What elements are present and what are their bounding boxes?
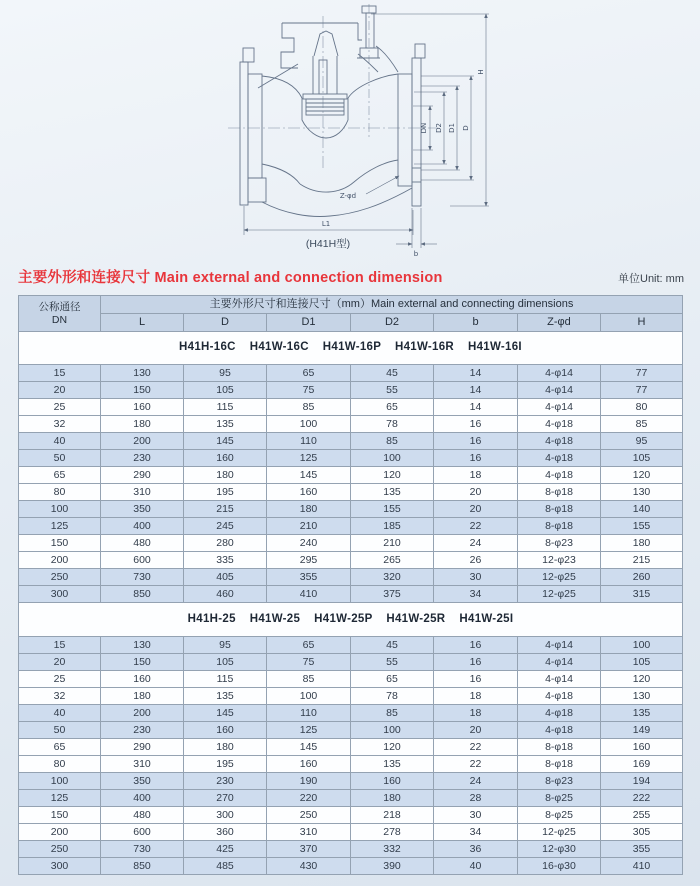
cell-dn: 200 xyxy=(19,824,101,841)
cell-d2: 100 xyxy=(351,722,434,739)
cell-zd: 8-φ18 xyxy=(518,484,601,501)
cell-l: 350 xyxy=(101,773,184,790)
cell-d: 95 xyxy=(184,365,267,382)
table-row xyxy=(19,484,683,501)
span-header: 主要外形尺寸和连接尺寸（mm）Main external and connecting dimensions xyxy=(101,296,683,314)
table-header-row-1 xyxy=(19,296,683,314)
cell-h: 130 xyxy=(601,484,683,501)
table-row xyxy=(19,773,683,790)
cell-b: 14 xyxy=(434,365,518,382)
page-title: 主要外形和连接尺寸 Main external and connection dimension xyxy=(18,270,443,286)
cell-zd: 16-φ30 xyxy=(518,858,601,875)
table-row xyxy=(19,790,683,807)
cell-d2: 180 xyxy=(351,790,434,807)
cell-d2: 55 xyxy=(351,654,434,671)
cell-d1: 75 xyxy=(267,382,351,399)
cell-zd: 4-φ14 xyxy=(518,637,601,654)
valve-body xyxy=(240,6,425,216)
cell-d: 405 xyxy=(184,569,267,586)
table-row xyxy=(19,637,683,654)
cell-d1: 100 xyxy=(267,416,351,433)
table-row xyxy=(19,382,683,399)
cell-b: 40 xyxy=(434,858,518,875)
valve-drawing xyxy=(0,0,700,260)
cell-dn: 32 xyxy=(19,416,101,433)
dim-label-h: H xyxy=(477,69,485,75)
cell-d: 245 xyxy=(184,518,267,535)
cell-d: 115 xyxy=(184,399,267,416)
cell-h: 315 xyxy=(601,586,683,603)
cell-l: 600 xyxy=(101,552,184,569)
cell-zd: 8-φ18 xyxy=(518,518,601,535)
cell-d2: 45 xyxy=(351,637,434,654)
cell-l: 850 xyxy=(101,858,184,875)
cell-zd: 4-φ14 xyxy=(518,671,601,688)
cell-h: 160 xyxy=(601,739,683,756)
cell-zd: 8-φ25 xyxy=(518,790,601,807)
table-row xyxy=(19,671,683,688)
unit-label: 单位Unit: mm xyxy=(618,273,684,285)
cell-d2: 120 xyxy=(351,739,434,756)
drawing-caption: (H41H型) xyxy=(305,238,351,250)
cell-d: 180 xyxy=(184,739,267,756)
cell-h: 77 xyxy=(601,365,683,382)
model-row-2 xyxy=(19,603,683,637)
cell-b: 16 xyxy=(434,671,518,688)
cell-d2: 390 xyxy=(351,858,434,875)
cell-d1: 190 xyxy=(267,773,351,790)
cell-l: 150 xyxy=(101,382,184,399)
cell-dn: 150 xyxy=(19,807,101,824)
cell-d2: 85 xyxy=(351,705,434,722)
cell-h: 410 xyxy=(601,858,683,875)
cell-h: 105 xyxy=(601,654,683,671)
table-row xyxy=(19,654,683,671)
cell-d: 145 xyxy=(184,433,267,450)
cell-dn: 50 xyxy=(19,722,101,739)
cell-zd: 8-φ23 xyxy=(518,535,601,552)
cell-d2: 218 xyxy=(351,807,434,824)
cell-l: 200 xyxy=(101,433,184,450)
table-row xyxy=(19,518,683,535)
cell-h: 260 xyxy=(601,569,683,586)
cell-dn: 80 xyxy=(19,484,101,501)
cell-h: 80 xyxy=(601,399,683,416)
cell-d1: 85 xyxy=(267,399,351,416)
cell-h: 222 xyxy=(601,790,683,807)
cell-dn: 20 xyxy=(19,382,101,399)
cell-b: 28 xyxy=(434,790,518,807)
cell-d2: 210 xyxy=(351,535,434,552)
cell-zd: 4-φ14 xyxy=(518,365,601,382)
cell-d1: 110 xyxy=(267,433,351,450)
cell-h: 194 xyxy=(601,773,683,790)
cell-b: 16 xyxy=(434,654,518,671)
cell-l: 290 xyxy=(101,467,184,484)
cell-d1: 220 xyxy=(267,790,351,807)
col-header-dn xyxy=(19,296,101,332)
dim-label-d2: D2 xyxy=(435,123,443,133)
cell-h: 255 xyxy=(601,807,683,824)
cell-d: 195 xyxy=(184,756,267,773)
cell-d1: 145 xyxy=(267,467,351,484)
cell-d1: 250 xyxy=(267,807,351,824)
cell-b: 20 xyxy=(434,722,518,739)
cell-b: 26 xyxy=(434,552,518,569)
cell-dn: 50 xyxy=(19,450,101,467)
cell-b: 36 xyxy=(434,841,518,858)
cell-zd: 4-φ14 xyxy=(518,654,601,671)
cell-h: 305 xyxy=(601,824,683,841)
cell-dn: 25 xyxy=(19,671,101,688)
cell-d1: 85 xyxy=(267,671,351,688)
cell-l: 160 xyxy=(101,671,184,688)
cell-dn: 300 xyxy=(19,586,101,603)
cell-d: 105 xyxy=(184,382,267,399)
cell-d1: 110 xyxy=(267,705,351,722)
cell-h: 180 xyxy=(601,535,683,552)
cell-d2: 332 xyxy=(351,841,434,858)
cell-zd: 8-φ23 xyxy=(518,773,601,790)
cell-dn: 150 xyxy=(19,535,101,552)
cell-d1: 75 xyxy=(267,654,351,671)
table-row xyxy=(19,705,683,722)
cell-d2: 85 xyxy=(351,433,434,450)
cell-zd: 4-φ14 xyxy=(518,399,601,416)
cell-zd: 12-φ25 xyxy=(518,569,601,586)
cell-b: 22 xyxy=(434,518,518,535)
cell-l: 350 xyxy=(101,501,184,518)
cell-l: 850 xyxy=(101,586,184,603)
cell-b: 16 xyxy=(434,433,518,450)
cell-l: 180 xyxy=(101,416,184,433)
cell-d2: 375 xyxy=(351,586,434,603)
cell-dn: 100 xyxy=(19,501,101,518)
cell-l: 400 xyxy=(101,790,184,807)
cell-h: 140 xyxy=(601,501,683,518)
cell-d2: 278 xyxy=(351,824,434,841)
cell-dn: 300 xyxy=(19,858,101,875)
col-header-d1: D1 xyxy=(267,314,351,332)
cell-h: 135 xyxy=(601,705,683,722)
cell-dn: 25 xyxy=(19,399,101,416)
model-list: H41H-25 H41W-25 H41W-25P H41W-25R H41W-25I xyxy=(19,603,683,637)
cell-d2: 135 xyxy=(351,756,434,773)
cell-h: 95 xyxy=(601,433,683,450)
cell-d2: 65 xyxy=(351,399,434,416)
cell-d: 145 xyxy=(184,705,267,722)
table-row xyxy=(19,399,683,416)
cell-d1: 180 xyxy=(267,501,351,518)
dim-label-d: D xyxy=(462,125,470,131)
cell-d: 300 xyxy=(184,807,267,824)
cell-h: 105 xyxy=(601,450,683,467)
cell-d2: 160 xyxy=(351,773,434,790)
cell-d: 460 xyxy=(184,586,267,603)
cell-d: 95 xyxy=(184,637,267,654)
cell-d1: 410 xyxy=(267,586,351,603)
cell-dn: 15 xyxy=(19,365,101,382)
dimension-table xyxy=(18,295,683,875)
cell-b: 18 xyxy=(434,467,518,484)
cell-l: 230 xyxy=(101,722,184,739)
cell-d1: 355 xyxy=(267,569,351,586)
cell-zd: 4-φ18 xyxy=(518,467,601,484)
cell-d: 105 xyxy=(184,654,267,671)
cell-d: 215 xyxy=(184,501,267,518)
cell-b: 22 xyxy=(434,756,518,773)
cell-d2: 185 xyxy=(351,518,434,535)
cell-l: 730 xyxy=(101,841,184,858)
cell-zd: 4-φ18 xyxy=(518,450,601,467)
cell-d2: 55 xyxy=(351,382,434,399)
cell-b: 16 xyxy=(434,416,518,433)
cell-d1: 240 xyxy=(267,535,351,552)
table-row xyxy=(19,450,683,467)
cell-b: 18 xyxy=(434,688,518,705)
cell-d1: 210 xyxy=(267,518,351,535)
cell-d2: 120 xyxy=(351,467,434,484)
cell-dn: 40 xyxy=(19,705,101,722)
cell-d: 160 xyxy=(184,450,267,467)
model-list: H41H-16C H41W-16C H41W-16P H41W-16R H41W-16I xyxy=(19,332,683,365)
dim-label-d1: D1 xyxy=(448,123,456,133)
dn-header-cn: 公称通径 xyxy=(38,300,81,313)
col-header-l: L xyxy=(101,314,184,332)
model-row-1 xyxy=(19,332,683,365)
col-header-zd: Z-φd xyxy=(518,314,601,332)
col-header-d2: D2 xyxy=(351,314,434,332)
cell-zd: 12-φ23 xyxy=(518,552,601,569)
cell-d: 270 xyxy=(184,790,267,807)
cell-d2: 45 xyxy=(351,365,434,382)
col-header-b: b xyxy=(434,314,518,332)
cell-d: 335 xyxy=(184,552,267,569)
cell-l: 480 xyxy=(101,535,184,552)
cell-h: 77 xyxy=(601,382,683,399)
cell-zd: 8-φ18 xyxy=(518,501,601,518)
cell-d2: 320 xyxy=(351,569,434,586)
table-row xyxy=(19,841,683,858)
cell-dn: 32 xyxy=(19,688,101,705)
cell-d2: 135 xyxy=(351,484,434,501)
table-row xyxy=(19,535,683,552)
cell-h: 169 xyxy=(601,756,683,773)
cell-h: 215 xyxy=(601,552,683,569)
cell-d: 180 xyxy=(184,467,267,484)
cell-l: 310 xyxy=(101,484,184,501)
cell-d1: 370 xyxy=(267,841,351,858)
cell-d1: 125 xyxy=(267,722,351,739)
cell-zd: 4-φ18 xyxy=(518,705,601,722)
cell-d1: 310 xyxy=(267,824,351,841)
cell-dn: 125 xyxy=(19,518,101,535)
cell-b: 24 xyxy=(434,773,518,790)
cell-l: 730 xyxy=(101,569,184,586)
table-header-row-2 xyxy=(19,314,683,332)
table-row xyxy=(19,467,683,484)
cell-h: 120 xyxy=(601,467,683,484)
cell-d1: 295 xyxy=(267,552,351,569)
cell-d1: 430 xyxy=(267,858,351,875)
table-row xyxy=(19,365,683,382)
cell-l: 180 xyxy=(101,688,184,705)
table-row xyxy=(19,586,683,603)
cell-l: 290 xyxy=(101,739,184,756)
cell-d: 135 xyxy=(184,688,267,705)
cell-d2: 155 xyxy=(351,501,434,518)
cell-dn: 40 xyxy=(19,433,101,450)
cell-dn: 20 xyxy=(19,654,101,671)
cell-l: 150 xyxy=(101,654,184,671)
cell-zd: 4-φ18 xyxy=(518,416,601,433)
cell-b: 30 xyxy=(434,569,518,586)
cell-d: 115 xyxy=(184,671,267,688)
cell-zd: 4-φ18 xyxy=(518,688,601,705)
cell-l: 160 xyxy=(101,399,184,416)
cell-zd: 4-φ14 xyxy=(518,382,601,399)
cell-zd: 12-φ25 xyxy=(518,824,601,841)
col-header-d: D xyxy=(184,314,267,332)
cell-d2: 100 xyxy=(351,450,434,467)
cell-d1: 65 xyxy=(267,365,351,382)
cell-zd: 4-φ18 xyxy=(518,433,601,450)
dim-label-dn: DN xyxy=(420,122,428,134)
table-row xyxy=(19,433,683,450)
cell-d2: 78 xyxy=(351,416,434,433)
table-row xyxy=(19,807,683,824)
cell-b: 24 xyxy=(434,535,518,552)
table-row xyxy=(19,722,683,739)
cell-l: 600 xyxy=(101,824,184,841)
cell-l: 200 xyxy=(101,705,184,722)
cell-d1: 100 xyxy=(267,688,351,705)
table-row xyxy=(19,858,683,875)
cell-h: 130 xyxy=(601,688,683,705)
cell-d2: 78 xyxy=(351,688,434,705)
cell-l: 230 xyxy=(101,450,184,467)
cell-d1: 125 xyxy=(267,450,351,467)
table-row xyxy=(19,416,683,433)
cell-h: 155 xyxy=(601,518,683,535)
cell-h: 100 xyxy=(601,637,683,654)
cell-d2: 265 xyxy=(351,552,434,569)
cell-b: 34 xyxy=(434,586,518,603)
cell-zd: 8-φ18 xyxy=(518,739,601,756)
cell-dn: 65 xyxy=(19,739,101,756)
table-row xyxy=(19,688,683,705)
title-row xyxy=(18,266,684,287)
table-row xyxy=(19,824,683,841)
cell-b: 34 xyxy=(434,824,518,841)
cell-h: 120 xyxy=(601,671,683,688)
cell-d1: 160 xyxy=(267,484,351,501)
table-row xyxy=(19,552,683,569)
cell-d1: 145 xyxy=(267,739,351,756)
cell-zd: 8-φ25 xyxy=(518,807,601,824)
cell-d1: 160 xyxy=(267,756,351,773)
table-row xyxy=(19,756,683,773)
cell-l: 130 xyxy=(101,637,184,654)
cell-b: 16 xyxy=(434,637,518,654)
cell-l: 480 xyxy=(101,807,184,824)
cell-zd: 12-φ30 xyxy=(518,841,601,858)
cell-d: 195 xyxy=(184,484,267,501)
dim-label-b: b xyxy=(413,250,419,258)
cell-l: 310 xyxy=(101,756,184,773)
cell-dn: 200 xyxy=(19,552,101,569)
cell-b: 20 xyxy=(434,501,518,518)
cell-b: 16 xyxy=(434,450,518,467)
cell-h: 85 xyxy=(601,416,683,433)
cell-dn: 250 xyxy=(19,841,101,858)
cell-d: 425 xyxy=(184,841,267,858)
cell-zd: 8-φ18 xyxy=(518,756,601,773)
table-row xyxy=(19,569,683,586)
cell-b: 22 xyxy=(434,739,518,756)
cell-b: 14 xyxy=(434,399,518,416)
cell-dn: 125 xyxy=(19,790,101,807)
cell-dn: 65 xyxy=(19,467,101,484)
cell-dn: 15 xyxy=(19,637,101,654)
cell-b: 20 xyxy=(434,484,518,501)
dn-header-en: DN xyxy=(51,313,68,326)
table-row xyxy=(19,739,683,756)
col-header-h: H xyxy=(601,314,683,332)
cell-d: 280 xyxy=(184,535,267,552)
cell-l: 400 xyxy=(101,518,184,535)
dim-label-l1: L1 xyxy=(321,220,331,228)
cell-d: 160 xyxy=(184,722,267,739)
cell-h: 355 xyxy=(601,841,683,858)
cell-d: 135 xyxy=(184,416,267,433)
cell-dn: 250 xyxy=(19,569,101,586)
cell-dn: 100 xyxy=(19,773,101,790)
cell-d: 230 xyxy=(184,773,267,790)
cell-h: 149 xyxy=(601,722,683,739)
table-row xyxy=(19,501,683,518)
cell-d2: 65 xyxy=(351,671,434,688)
cell-d: 360 xyxy=(184,824,267,841)
cell-zd: 4-φ18 xyxy=(518,722,601,739)
cell-l: 130 xyxy=(101,365,184,382)
dim-label-zd: Z-φd xyxy=(339,192,357,200)
cell-b: 18 xyxy=(434,705,518,722)
cell-dn: 80 xyxy=(19,756,101,773)
cell-b: 30 xyxy=(434,807,518,824)
cell-d1: 65 xyxy=(267,637,351,654)
cell-b: 14 xyxy=(434,382,518,399)
cell-d: 485 xyxy=(184,858,267,875)
cell-zd: 12-φ25 xyxy=(518,586,601,603)
